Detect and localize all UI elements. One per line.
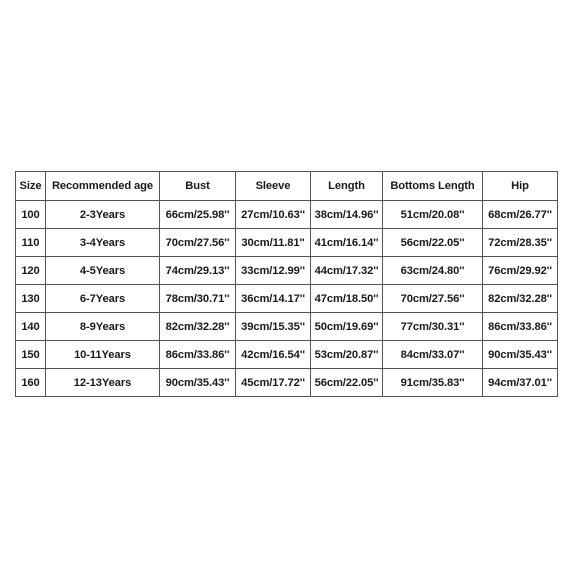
cell-size: 150 [16,341,46,369]
cell-bottoms-length: 77cm/30.31'' [383,313,483,341]
cell-bottoms-length: 91cm/35.83'' [383,369,483,397]
cell-recommended-age: 2-3Years [46,201,160,229]
cell-size: 160 [16,369,46,397]
cell-length: 41cm/16.14'' [311,229,383,257]
size-chart-table [15,171,558,397]
cell-length: 38cm/14.96'' [311,201,383,229]
cell-bust: 78cm/30.71'' [160,285,236,313]
cell-recommended-age: 12-13Years [46,369,160,397]
cell-hip: 94cm/37.01'' [483,369,558,397]
cell-hip: 90cm/35.43'' [483,341,558,369]
cell-bust: 66cm/25.98'' [160,201,236,229]
header-recommended-age: Recommended age [46,172,160,201]
header-bust: Bust [160,172,236,201]
cell-sleeve: 42cm/16.54'' [236,341,311,369]
cell-sleeve: 30cm/11.81'' [236,229,311,257]
cell-recommended-age: 6-7Years [46,285,160,313]
cell-length: 56cm/22.05'' [311,369,383,397]
header-hip: Hip [483,172,558,201]
cell-bottoms-length: 84cm/33.07'' [383,341,483,369]
size-chart [15,171,557,397]
cell-bust: 74cm/29.13'' [160,257,236,285]
cell-bust: 70cm/27.56'' [160,229,236,257]
cell-recommended-age: 8-9Years [46,313,160,341]
header-bottoms-length: Bottoms Length [383,172,483,201]
cell-sleeve: 36cm/14.17'' [236,285,311,313]
cell-bottoms-length: 63cm/24.80'' [383,257,483,285]
table-row [16,369,558,397]
header-sleeve: Sleeve [236,172,311,201]
table-row [16,201,558,229]
cell-hip: 76cm/29.92'' [483,257,558,285]
cell-bottoms-length: 56cm/22.05'' [383,229,483,257]
table-row [16,313,558,341]
header-length: Length [311,172,383,201]
table-row [16,341,558,369]
table-header-row [16,172,558,201]
table-row [16,257,558,285]
table-row [16,229,558,257]
cell-bust: 86cm/33.86'' [160,341,236,369]
cell-bust: 90cm/35.43'' [160,369,236,397]
cell-sleeve: 33cm/12.99'' [236,257,311,285]
cell-bottoms-length: 51cm/20.08'' [383,201,483,229]
cell-recommended-age: 3-4Years [46,229,160,257]
cell-size: 100 [16,201,46,229]
cell-hip: 68cm/26.77'' [483,201,558,229]
cell-length: 47cm/18.50'' [311,285,383,313]
cell-sleeve: 39cm/15.35'' [236,313,311,341]
cell-sleeve: 27cm/10.63'' [236,201,311,229]
cell-length: 50cm/19.69'' [311,313,383,341]
cell-recommended-age: 10-11Years [46,341,160,369]
cell-length: 44cm/17.32'' [311,257,383,285]
header-size: Size [16,172,46,201]
cell-bust: 82cm/32.28'' [160,313,236,341]
cell-hip: 86cm/33.86'' [483,313,558,341]
cell-bottoms-length: 70cm/27.56'' [383,285,483,313]
cell-recommended-age: 4-5Years [46,257,160,285]
cell-size: 110 [16,229,46,257]
cell-hip: 82cm/32.28'' [483,285,558,313]
cell-hip: 72cm/28.35'' [483,229,558,257]
cell-size: 140 [16,313,46,341]
cell-size: 130 [16,285,46,313]
cell-length: 53cm/20.87'' [311,341,383,369]
table-row [16,285,558,313]
cell-sleeve: 45cm/17.72'' [236,369,311,397]
cell-size: 120 [16,257,46,285]
